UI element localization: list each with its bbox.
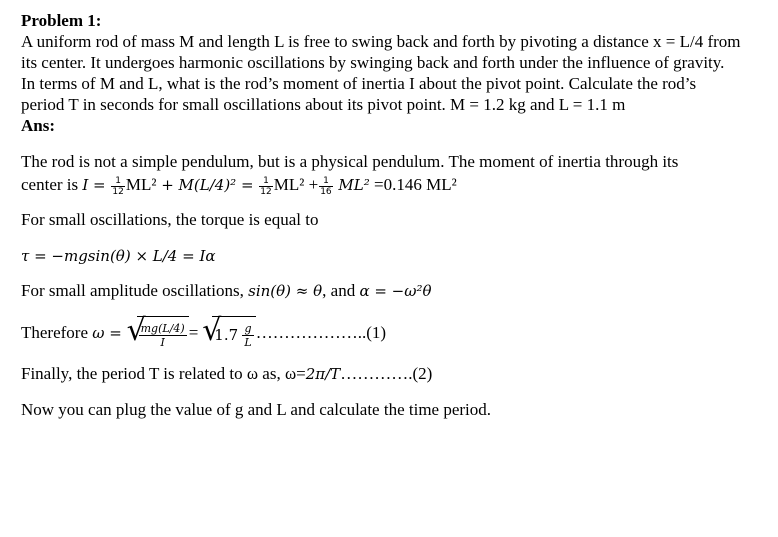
radical-sign-icon: √ xyxy=(126,312,146,348)
angular-accel-eq: α = −ω²θ xyxy=(359,281,432,300)
torque-eq: τ = −mgsin(θ) × L/4 = Iα xyxy=(21,246,216,265)
center-prefix: center is xyxy=(21,175,83,194)
omega-eq: ω = xyxy=(92,323,127,342)
solution-intro: The rod is not a simple pendulum, but is a physical pendulum. The moment of inertia through its xyxy=(21,152,679,171)
period-text: Finally, the period T is related to ω as, ω= xyxy=(21,363,306,383)
fraction-numerator: 1 xyxy=(319,176,332,187)
sqrt-fraction-2 xyxy=(242,322,253,349)
small-amplitude-line xyxy=(21,280,741,302)
term-plus: + xyxy=(304,175,319,194)
moment-of-inertia-line xyxy=(21,174,741,197)
answer-label: Ans: xyxy=(21,116,56,135)
inertia-result: =0.146 ML² xyxy=(369,175,457,194)
problem-statement: A uniform rod of mass M and length L is free to swing back and forth by pivoting a distance x = L/4 from its center. It undergoes harmonic oscillations by swinging back and forth under the influence of gravity. In terms of M and L, what is the rod’s moment of inertia I about the pivot point. Calculate the rod’s period T in seconds for small oscillations about its pivot point. M = 1.2 kg and L = 1.1 m xyxy=(21,32,741,114)
term-ml2-b: ML² xyxy=(273,175,305,194)
sqrt1-denominator: I xyxy=(160,336,165,350)
equals-sign: = xyxy=(188,322,199,342)
sqrt-expression-2 xyxy=(202,312,255,352)
torque-equation xyxy=(21,245,741,267)
sqrt1-numerator: mg(L/4) xyxy=(140,322,185,336)
final-text: Now you can plug the value of g and L and calculate the time period. xyxy=(21,399,492,419)
sqrt2-numerator: g xyxy=(242,322,253,336)
document-body xyxy=(21,10,741,420)
term-ml2-a: ML² xyxy=(125,175,157,194)
omega-line xyxy=(21,312,741,350)
fraction-one-twelve-a xyxy=(111,176,124,197)
period-line xyxy=(21,363,741,385)
fraction-denominator: 16 xyxy=(320,186,332,197)
radical-sign-icon: √ xyxy=(202,312,222,348)
problem-heading: Problem 1: xyxy=(21,11,102,30)
small-angle-eq: sin(θ) ≈ θ xyxy=(248,281,323,300)
equation-1-label: ………………..(1) xyxy=(255,322,387,342)
fraction-one-sixteen xyxy=(319,176,332,197)
inertia-symbol: I = xyxy=(82,176,111,194)
fraction-denominator: 12 xyxy=(260,186,272,197)
term-ml2-italic: ML² xyxy=(333,176,370,194)
torque-text: For small oscillations, the torque is equal to xyxy=(21,209,319,229)
fraction-one-twelve-b xyxy=(259,176,272,197)
fraction-numerator: 1 xyxy=(111,176,124,187)
term-plus-parallel-axis: + M(L/4)² = xyxy=(156,176,259,194)
small-amp-text: For small amplitude oscillations, xyxy=(21,280,249,300)
period-eq: 2π/T xyxy=(305,364,341,383)
equation-2-label: ………….(2) xyxy=(340,363,433,383)
sqrt2-denominator: L xyxy=(244,336,252,350)
fraction-denominator: 12 xyxy=(112,186,124,197)
therefore-text: Therefore xyxy=(21,322,93,342)
sqrt2-coefficient: 1.7 xyxy=(214,325,239,344)
sqrt-expression-1 xyxy=(126,312,189,352)
fraction-numerator: 1 xyxy=(259,176,272,187)
small-amp-and: , and xyxy=(322,280,360,300)
